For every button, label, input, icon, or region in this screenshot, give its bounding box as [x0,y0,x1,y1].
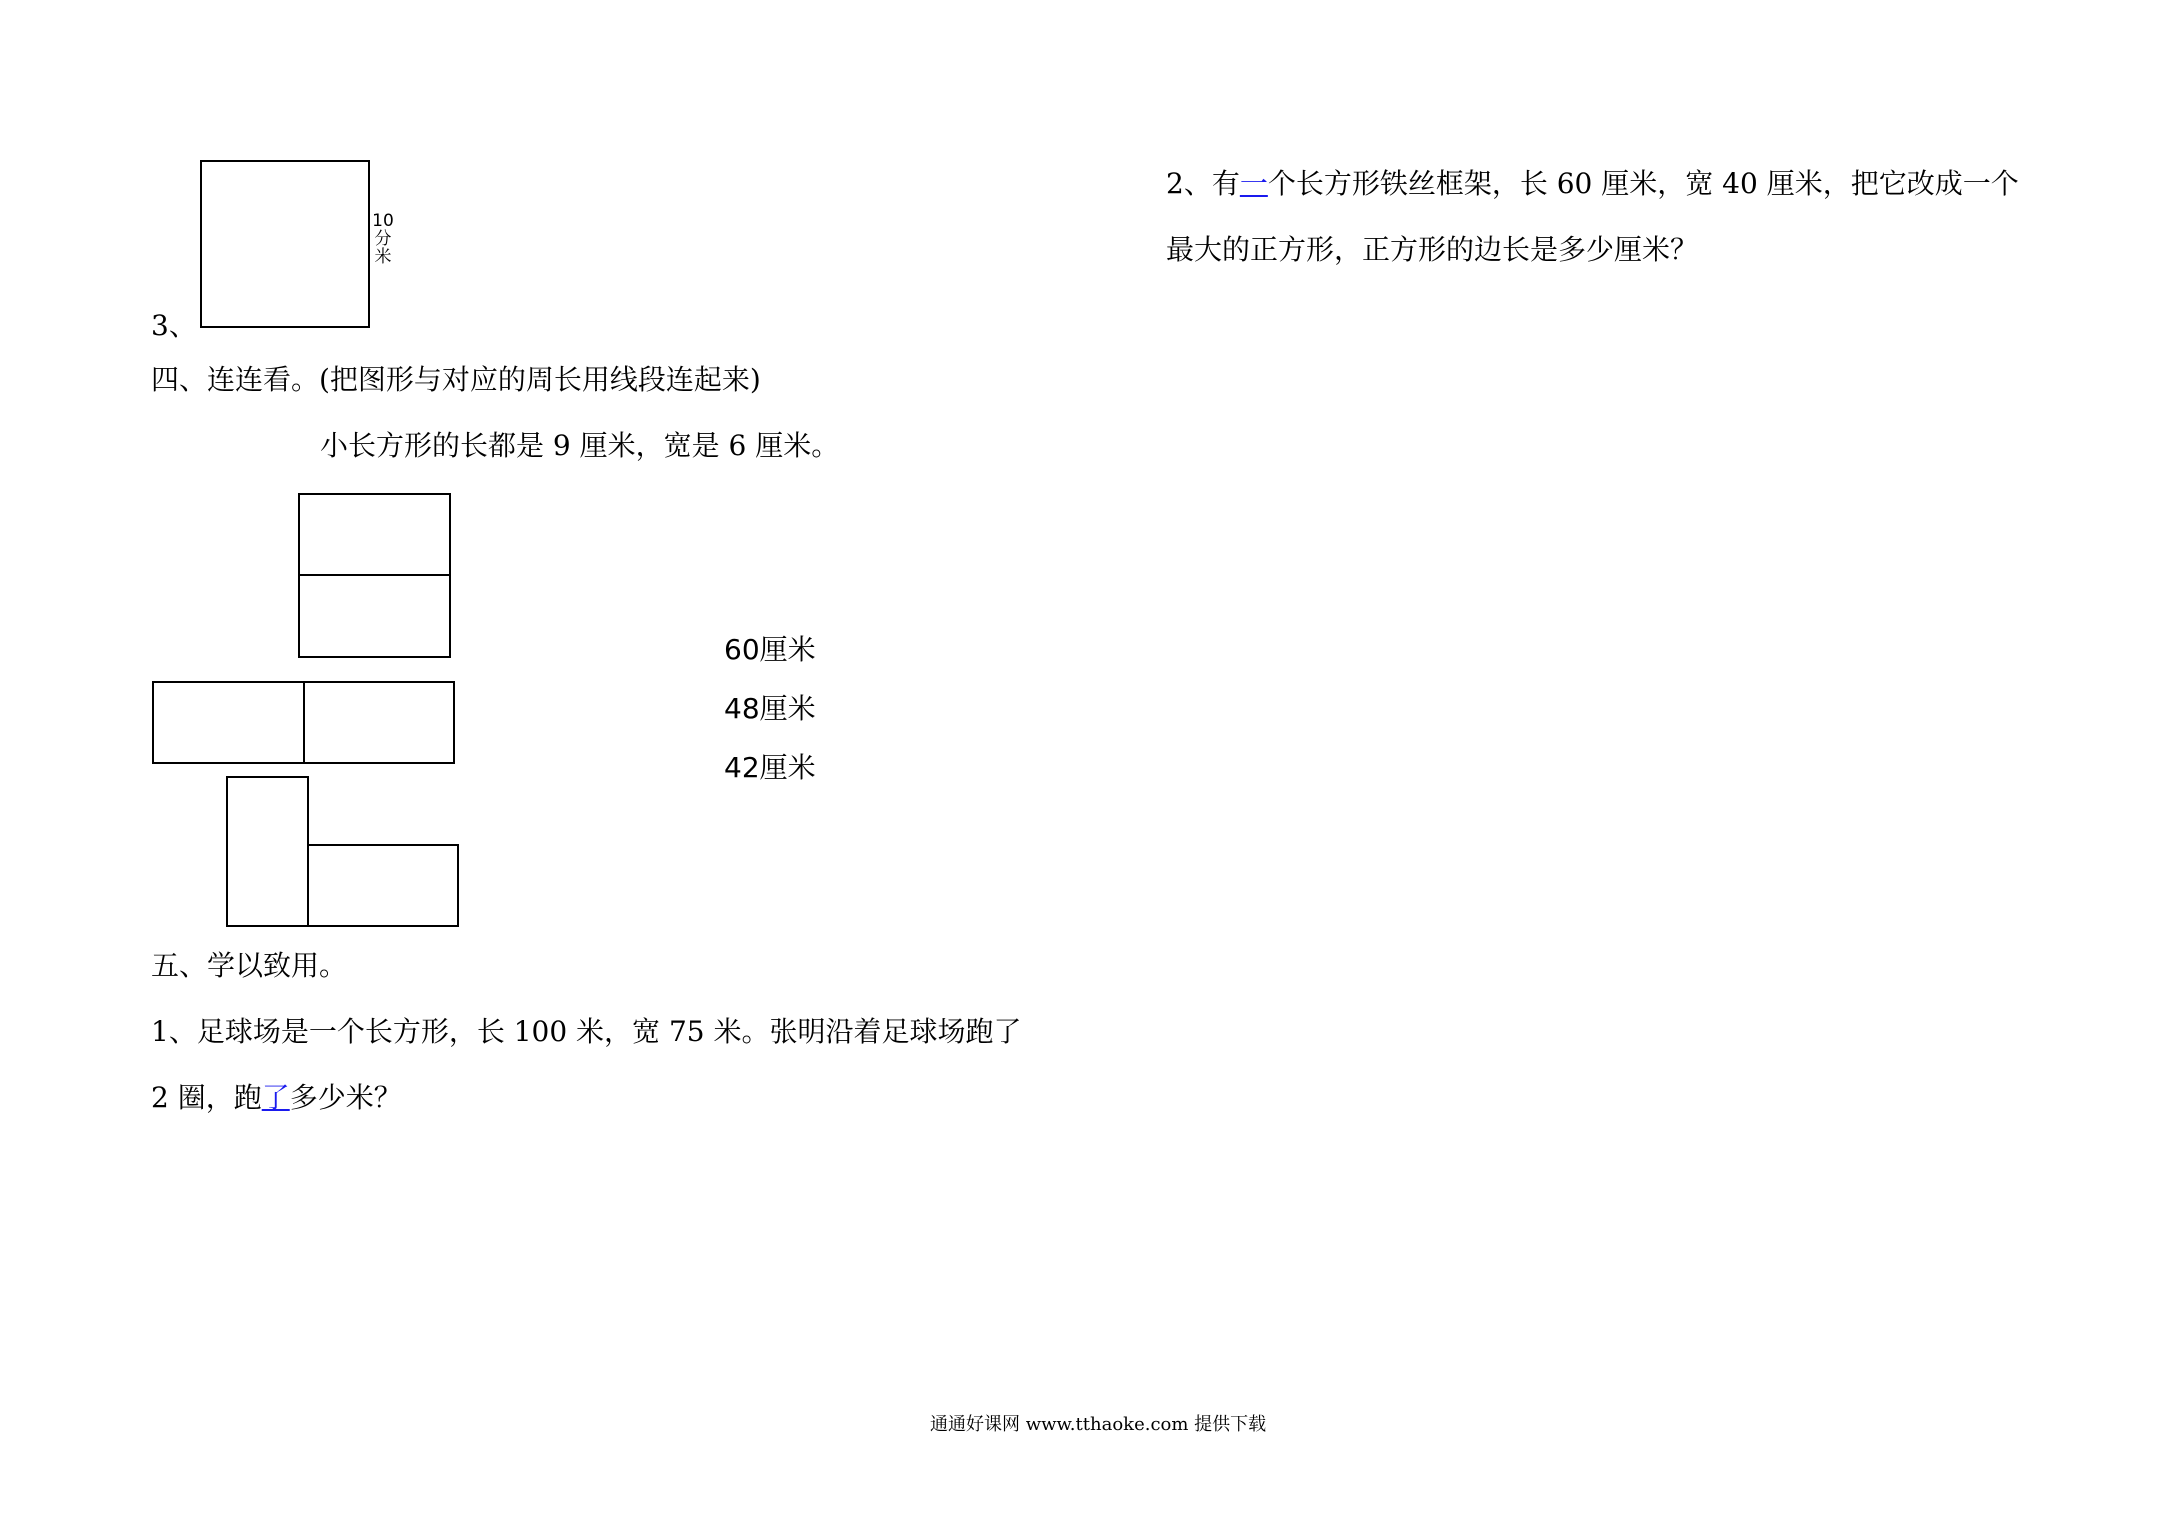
section-4-note: 小长方形的长都是 9 厘米，宽是 6 厘米。 [320,429,840,462]
answer-option-2: 48厘米 [724,692,816,725]
figure-l-vertical [226,776,309,927]
answer-option-1: 60厘米 [724,633,816,666]
square-side-label [370,212,396,266]
page-footer: 通通好课网 www.tthaoke.com 提供下载 [930,1414,1267,1435]
question-5-1-text-a: 2 圈，跑 [151,1081,262,1114]
figure-side-right [303,681,455,764]
square-label-unit-2: 米 [374,247,392,267]
question-2-text-b: 个长方形铁丝框架，长 60 厘米，宽 40 厘米，把它改成一个 [1267,167,2019,200]
answer-option-3: 42厘米 [724,751,816,784]
question-2-text-a: 2、有 [1166,167,1240,200]
section-4-heading: 四、连连看。(把图形与对应的周长用线段连起来) [151,363,761,396]
question-2-link[interactable]: 一 [1239,167,1268,200]
figure-side-left [152,681,305,764]
question-2-line-2: 最大的正方形，正方形的边长是多少厘米？ [1166,233,1699,266]
figure-l-horizontal [307,844,459,927]
square-figure [200,160,370,328]
square-label-number: 10 [372,211,394,231]
question-5-1-link[interactable]: 了 [261,1081,290,1114]
square-label-unit-1: 分 [374,229,392,249]
question-5-1-line-1: 1、足球场是一个长方形，长 100 米，宽 75 米。张明沿着足球场跑了 [151,1015,1022,1048]
question-5-1-text-b: 多少米？ [289,1081,402,1114]
question-3-number: 3、 [151,309,197,342]
question-5-1-line-2 [151,1080,402,1116]
section-5-heading: 五、学以致用。 [151,949,348,982]
question-2-line-1 [1166,166,2019,202]
figure-stacked-bottom [298,574,451,658]
figure-stacked-top [298,493,451,576]
